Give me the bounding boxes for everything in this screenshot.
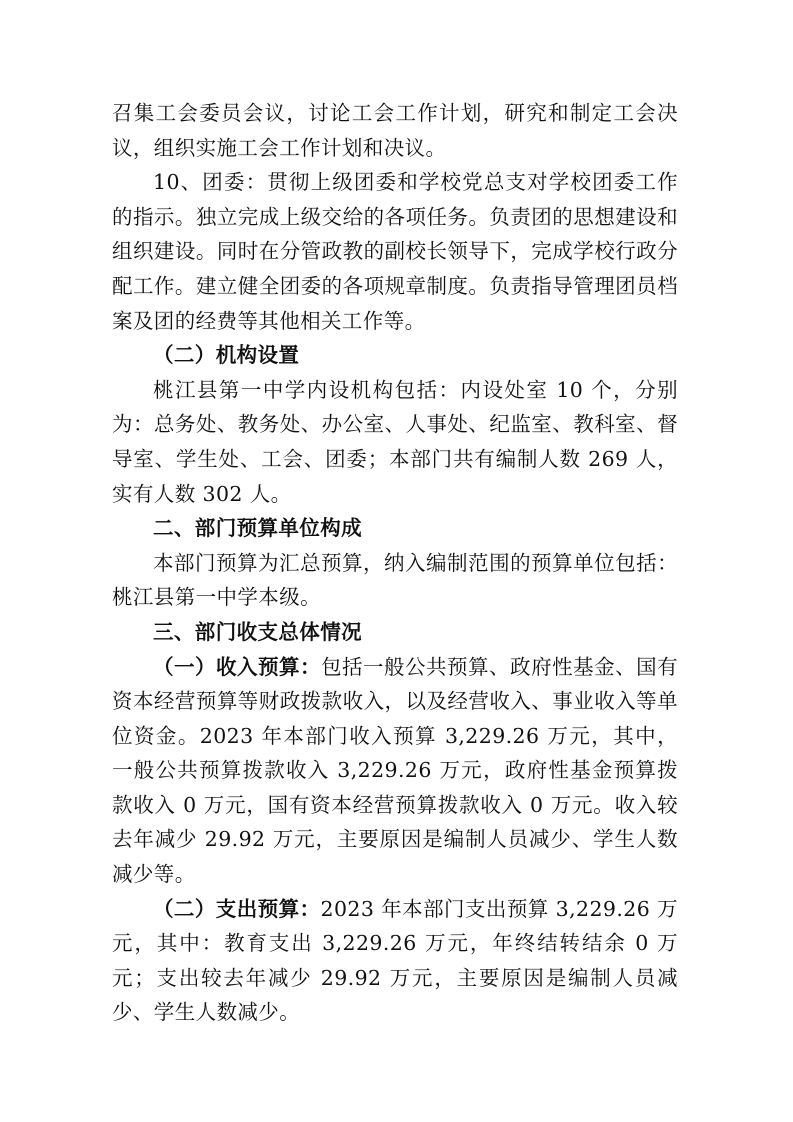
heading-institution-setup: （二）机构设置 bbox=[153, 343, 300, 368]
paragraph-youth-league-duties: 10、团委：贯彻上级团委和学校党总支对学校团委工作的指示。独立完成上级交给的各项任务。负责团的思想建设和组织建设。同时在分管政教的副校长领导下，完成学校行政分配工作。建立健全团委的各项规章制度。负责指导管理团员档案及团的经费等其他相关工作等。 bbox=[112, 170, 678, 333]
paragraph-revenue-budget bbox=[112, 650, 678, 892]
expenditure-budget-lead: （二）支出预算： bbox=[153, 896, 321, 921]
revenue-budget-text: 包括一般公共预算、政府性基金、国有资本经营预算等财政拨款收入，以及经营收入、事业收入等单位资金。2023 年本部门收入预算 3,229.26 万元，其中，一般公共预算拨款收入 3,229.26 万元，政府性基金预算拨款收入 0 万元，国有资本经营预算拨款收入 0 万元。收入较去年减少 29.92 万元，主要原因是编制人员减少、学生人数减少等。 bbox=[112, 654, 678, 887]
revenue-budget-lead: （一）收入预算： bbox=[153, 654, 322, 679]
heading-budget-unit-composition: 二、部门预算单位构成 bbox=[153, 516, 362, 541]
document-body bbox=[112, 96, 678, 1030]
expenditure-budget-text: 2023 年本部门支出预算 3,229.26 万元，其中：教育支出 3,229.26 万元，年终结转结余 0 万元；支出较去年减少 29.92 万元，主要原因是编制人员减少、学生人数减少。 bbox=[112, 896, 679, 1025]
paragraph-union-duties-continued: 召集工会委员会议，讨论工会工作计划，研究和制定工会决议，组织实施工会工作计划和决议。 bbox=[112, 101, 678, 160]
paragraph-expenditure-budget bbox=[112, 892, 678, 1030]
paragraph-budget-unit-composition: 本部门预算为汇总预算，纳入编制范围的预算单位包括：桃江县第一中学本级。 bbox=[112, 550, 678, 610]
paragraph-institution-setup: 桃江县第一中学内设机构包括：内设处室 10 个，分别为：总务处、教务处、办公室、人事处、纪监室、教科室、督导室、学生处、工会、团委；本部门共有编制人数 269 人，实有人数 302 人。 bbox=[112, 377, 678, 506]
heading-revenue-expenditure-overview: 三、部门收支总体情况 bbox=[153, 619, 362, 644]
